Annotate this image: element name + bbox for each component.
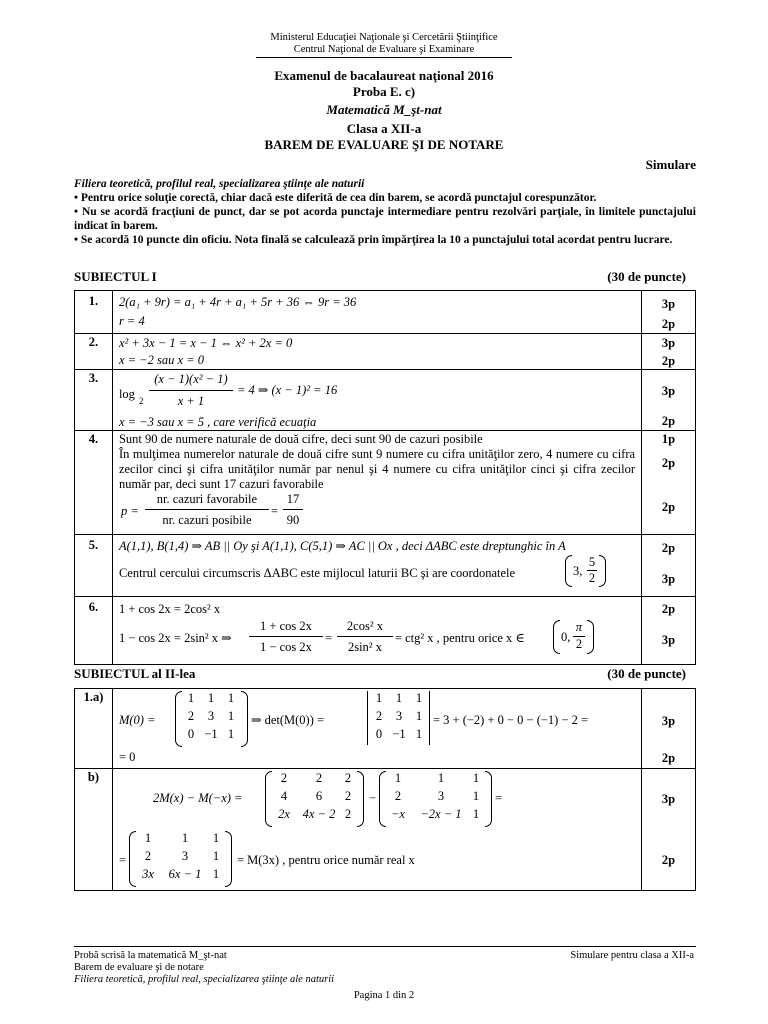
row-content: 1 + cos 2x = 2cos² x 1 − cos 2x = 2sin² x ⇒ 1 + cos 2x 1 − cos 2x = 2cos² x 2sin² x = ctg² x , pentru orice x ∈ 0, π 2 (112, 597, 641, 665)
log-denominator: x + 1 (177, 394, 205, 408)
row-number: 3. (75, 370, 113, 431)
row-number: 4. (75, 431, 113, 535)
row-number: b) (75, 769, 113, 891)
matrix-bracket (241, 691, 248, 747)
header-divider (256, 57, 512, 58)
row-number: 1. (75, 291, 113, 334)
footer-divider (74, 946, 696, 947)
page-number: Pagina 1 din 2 (353, 990, 415, 1001)
center-header: Centrul Naţional de Evaluare şi Examinare (293, 44, 475, 55)
table-row (75, 769, 696, 891)
row-content: x² + 3x − 1 = x − 1 ⇔ x² + 2x = 0 x = −2 sau x = 0 (112, 334, 641, 370)
paren-left (565, 555, 572, 587)
row-points: 3p 2p (642, 689, 696, 769)
log-base: 2 (138, 396, 144, 406)
row-points: 1p 2p 2p (642, 431, 696, 535)
simulare-label: Simulare (645, 157, 696, 172)
subiect1-points: (30 de puncte) (607, 269, 686, 284)
log-result: = 4 ⇒ (x − 1)² = 16 (236, 383, 338, 397)
barem-title: BAREM DE EVALUARE ŞI DE NOTARE (264, 137, 504, 152)
subiect2-table (74, 688, 696, 891)
footer-right: Simulare pentru clasa a XII-a (570, 950, 694, 961)
rule-3: • Se acordă 10 puncte din oficiu. Nota finală se calculează prin împărţirea la 10 a punctajului total acordat pentru lucrare. (74, 234, 673, 246)
table-row (75, 370, 696, 431)
probability-formula: p = nr. cazuri favorabile nr. cazuri posibile = 17 90 (113, 492, 641, 530)
proba-title: Proba E. c) (352, 84, 416, 99)
row-points: 2p 3p (642, 597, 696, 665)
det-bar (367, 691, 368, 745)
exam-title: Examenul de bacalaureat naţional 2016 (274, 68, 494, 83)
matrix-bracket (175, 691, 182, 747)
table-row (75, 597, 696, 665)
row-number: 6. (75, 597, 113, 665)
log-numerator: (x − 1)(x² − 1) (154, 372, 228, 386)
filiera-line: Filiera teoretică, profilul real, specializarea ştiinţe ale naturii (74, 178, 365, 190)
row-content: M(0) = 1 1 1 2 3 1 0 −1 1 ⇒ det(M(0)) = 1 1 1 2 3 1 0 −1 1 = 3 + (−2) + 0 − 0 − (−1) − 2 = = 0 (112, 689, 641, 769)
row-content: Sunt 90 de numere naturale de două cifre, deci sunt 90 de cazuri posibile În mulţimea numerelor naturale de două cifre sunt 9 numere cu cifra unităţilor zero, 4 numere cu cifra zecilor cinci şi cifra unităţilor număr par nenul şi 4 numere cu cifra unităţilor cinci şi cifra zecilor număr par, deci sunt 17 cazuri favorabile p = nr. cazuri favorabile nr. cazuri posibile = 17 90 (112, 431, 641, 535)
row-number: 1.a) (75, 689, 113, 769)
ministry-header: Ministerul Educaţiei Naţionale şi Cercetării Ştiinţifice (270, 32, 498, 43)
table-row (75, 291, 696, 334)
row-points: 3p 2p (642, 334, 696, 370)
row-points: 2p 3p (642, 535, 696, 597)
class-title: Clasa a XII-a (346, 121, 422, 136)
table-row (75, 535, 696, 597)
log-label: log (118, 387, 135, 401)
table-row (75, 431, 696, 535)
det-bar (429, 691, 430, 745)
subiect1-table (74, 290, 696, 665)
row-points: 3p 2p (642, 769, 696, 891)
row-points: 3p 2p (642, 291, 696, 334)
table-row (75, 334, 696, 370)
subiect2-title: SUBIECTUL al II-lea (74, 666, 196, 681)
subject-title: Matematică M_şt-nat (326, 102, 442, 117)
row-content: A(1,1), B(1,4) ⇒ AB || Oy şi A(1,1), C(5,1) ⇒ AC || Ox , deci ΔABC este dreptunghic în A Centrul cercului circumscris ΔABC este mijlocul laturii BC şi are coordonatele 3, 5 2 (112, 535, 641, 597)
footer-left-3: Filiera teoretică, profilul real, specializarea ştiinţe ale naturii (74, 974, 335, 985)
row-content: 2M(x) − M(−x) = 2 2 2 4 6 2 2x 4x − 2 2 − 1 1 1 2 3 1 −x −2x − 1 1 = = 1 1 1 2 3 1 3x 6x − 1 1 = M(3x) , pentru orice număr real x (112, 769, 641, 891)
footer-left-2: Barem de evaluare şi de notare (74, 962, 204, 973)
row-number: 2. (75, 334, 113, 370)
subiect2-points: (30 de puncte) (607, 666, 686, 681)
paren-left (553, 620, 560, 654)
table-row (75, 689, 696, 769)
rule-2: • Nu se acordă fracţiuni de punct, dar se pot acorda punctaje intermediare pentru rezolvări parţiale, în limitele punctajului indicat în barem. (74, 206, 696, 232)
fraction-bar (149, 390, 233, 391)
subiect1-title: SUBIECTUL I (74, 269, 157, 284)
paren-right (599, 555, 606, 587)
rule-1: • Pentru orice soluţie corectă, chiar dacă este diferită de cea din barem, se acordă punctajul corespunzător. (74, 192, 597, 204)
row-content: 2(a₁ + 9r) = a₁ + 4r + a₁ + 5r + 36 ⇔ 9r = 36 r = 4 (112, 291, 641, 334)
paren-right (587, 620, 594, 654)
footer-left-1: Probă scrisă la matematică M_şt-nat (74, 950, 227, 961)
row-content: log 2 (x − 1)(x² − 1) x + 1 = 4 ⇒ (x − 1)² = 16 x = −3 sau x = 5 , care verifică ecuaţia (112, 370, 641, 431)
row-points: 3p 2p (642, 370, 696, 431)
row-number: 5. (75, 535, 113, 597)
